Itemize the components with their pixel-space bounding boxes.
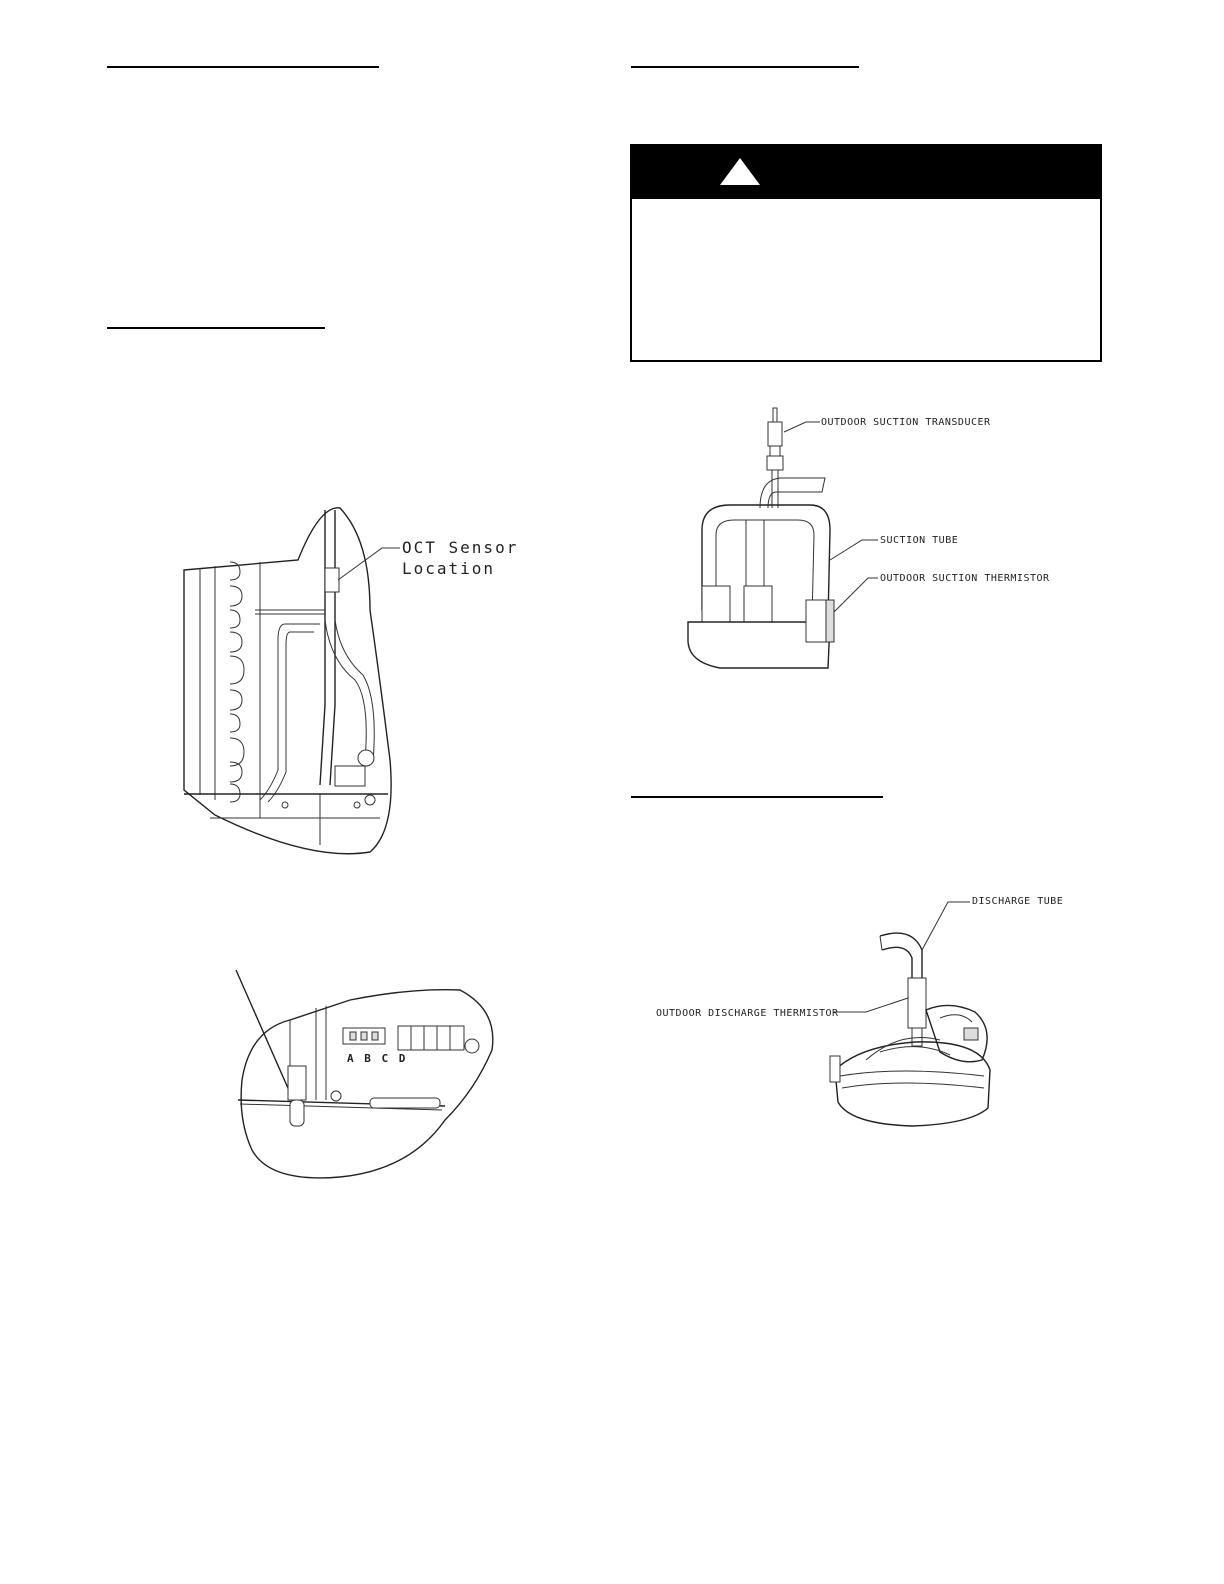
warning-box [630, 144, 1102, 362]
coil-hairpins [230, 562, 244, 802]
suction-tube-label: SUCTION TUBE [880, 535, 959, 546]
oct-sensor-label-line2: Location [402, 559, 496, 578]
suction-figure [680, 400, 1060, 675]
left-heading-rule-1 [107, 66, 379, 68]
discharge-tube-label: DISCHARGE TUBE [972, 896, 1064, 907]
right-heading-rule-2 [631, 796, 883, 798]
warning-triangle-icon [720, 158, 760, 186]
oct-sensor-figure [170, 500, 520, 865]
warning-header [632, 146, 1100, 199]
control-board-figure [230, 970, 500, 1185]
terminal-letters: A B C D [347, 1052, 408, 1065]
left-heading-rule-2 [107, 327, 325, 329]
right-heading-rule-1 [631, 66, 859, 68]
suction-thermistor-label: OUTDOOR SUCTION THERMISTOR [880, 573, 1050, 584]
discharge-figure [650, 890, 1080, 1130]
oct-sensor-label-line1: OCT Sensor [402, 538, 519, 557]
discharge-thermistor-label: OUTDOOR DISCHARGE THERMISTOR [656, 1008, 839, 1019]
suction-transducer-label: OUTDOOR SUCTION TRANSDUCER [821, 417, 991, 428]
